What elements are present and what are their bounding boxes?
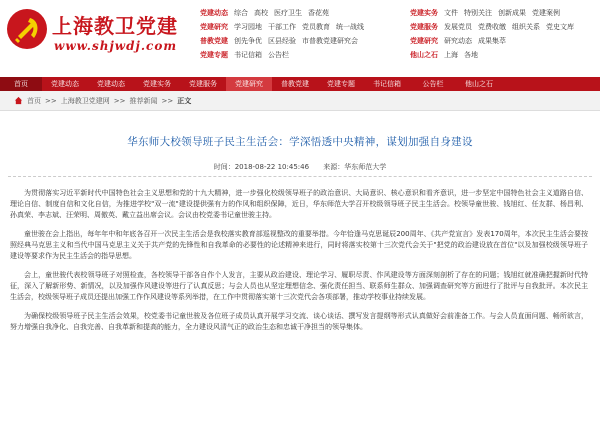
- header-nav-section-label[interactable]: 他山之石: [410, 51, 438, 59]
- nav-item[interactable]: 他山之石: [465, 80, 493, 88]
- header-nav-link[interactable]: 综合: [234, 9, 248, 17]
- article: [0, 112, 600, 426]
- header-nav-link[interactable]: 组织关系: [512, 23, 540, 31]
- site-name: 上海教卫党建: [52, 14, 178, 38]
- header-nav-link[interactable]: 创先争优: [234, 37, 262, 45]
- header-nav-link[interactable]: 创新成果: [498, 9, 526, 17]
- header-nav-row: [200, 48, 596, 62]
- header-nav-link[interactable]: 党费收缴: [478, 23, 506, 31]
- header-nav-link[interactable]: 干部工作: [268, 23, 296, 31]
- breadcrumb-home[interactable]: 首页: [27, 96, 41, 105]
- article-body: [10, 188, 588, 341]
- header-nav-row: [200, 6, 596, 20]
- nav-home[interactable]: 首页: [0, 77, 42, 91]
- site-header: [0, 0, 600, 74]
- breadcrumb-separator: >>: [45, 96, 57, 105]
- header-nav-link[interactable]: 研究动态: [444, 37, 472, 45]
- site-url: www.shjwdj.com: [54, 39, 178, 53]
- header-nav-link[interactable]: 党员教育: [302, 23, 330, 31]
- header-nav-table: [200, 6, 596, 62]
- header-nav-link[interactable]: 党建案例: [532, 9, 560, 17]
- nav-item[interactable]: 党建动态: [51, 80, 79, 88]
- header-nav-link[interactable]: 特别关注: [464, 9, 492, 17]
- header-nav-link[interactable]: 学习园地: [234, 23, 262, 31]
- header-nav-link[interactable]: 市普教党建研究会: [302, 37, 358, 45]
- header-nav-section-label[interactable]: 党建研究: [410, 37, 438, 45]
- header-nav-row: [200, 20, 596, 34]
- breadcrumb-site[interactable]: 上海教卫党建网: [60, 96, 110, 105]
- article-time: 时间：2018-08-22 10:45:46: [213, 163, 310, 171]
- header-nav-link[interactable]: 上海: [444, 51, 458, 59]
- header-nav-row: [200, 34, 596, 48]
- site-logo[interactable]: [6, 6, 180, 64]
- article-paragraph: 为确保校级领导班子民主生活会效果，校党委书记童世骏及各位班子成员认真开展学习交流、谈心谈话、撰写发言提纲等形式认真做好会前准备工作。与会人员直面问题、畅所欲言，努力增强自我净化、自我完善、自我革新和提高的能力，全力建设风清气正的政治生态和忠诚干净担当的领导集体。: [10, 312, 588, 331]
- header-nav-group: [200, 36, 410, 46]
- header-nav-link[interactable]: 党史文库: [546, 23, 574, 31]
- article-paragraph: 童世骏在会上指出，每年年中和年底各召开一次民主生活会是我校落实教育部巡视整改的重要举措。今年恰逢马克思诞辰200周年、《共产党宣言》发表170周年，本次民主生活会要按照经典马克思主义和当代中国马克思主义关于共产党的先锋性和自我革命的必要性的论述精神来进行，同时将落实校第十三次党代会关于"把党的政治建设放在首位"以及加强校级领导班子建设等要求作为民主生活会的指导思想。: [10, 230, 588, 260]
- article-source: 来源：华东师范大学: [323, 163, 387, 171]
- article-divider: [8, 176, 592, 177]
- nav-item[interactable]: 党建服务: [189, 80, 217, 88]
- header-nav-section-label[interactable]: 普教党建: [200, 37, 228, 45]
- header-nav-link[interactable]: 公告栏: [268, 51, 289, 59]
- home-icon: [14, 96, 23, 105]
- header-nav-link[interactable]: 香花苑: [308, 9, 329, 17]
- header-nav-section-label[interactable]: 党建研究: [200, 23, 228, 31]
- header-nav-group: [410, 50, 484, 60]
- breadcrumb-separator: >>: [113, 96, 126, 105]
- nav-item[interactable]: 书记信箱: [373, 80, 401, 88]
- header-nav-group: [200, 8, 410, 18]
- article-paragraph: 会上，童世骏代表校领导班子对照检查，各校领导干部各自作个人发言，主要从政治建设、理论学习、履职尽责、作风建设等方面深刻剖析了存在的问题；钱旭红就准确把握新时代特征，深入了解新形势、新情况，以及加强作风建设等进行了认真反思；与会人员也从坚定理想信念、强化责任担当、联系师生群众、加强调查研究等方面进行了批评与自我批评。本次民主生活会，校级领导班子成员还提出加强工作作风建设等系列举措，在工作中贯彻落实第十三次党代会各项部署，推动学校事业持续发展。: [10, 271, 588, 301]
- nav-item[interactable]: 公告栏: [422, 80, 444, 88]
- header-nav-group: [200, 22, 410, 32]
- article-paragraph: 为贯彻落实习近平新时代中国特色社会主义思想和党的十九大精神，进一步强化校级领导班子的政治意识、大局意识、核心意识和看齐意识，进一步坚定中国特色社会主义道路自信、理论自信、制度自信和文化自信，为推进学校"双一流"建设提供强有力的作风和组织保障，近日，华东师范大学召开校级领导班子民主生活会。校领导童世骏、钱旭红、任友群、杨昌利、孙真荣、李志斌、汪荣明、周傲英、戴立益出席会议。会议由校党委书记童世骏主持。: [10, 189, 588, 219]
- header-nav-link[interactable]: 书记信箱: [234, 51, 262, 59]
- breadcrumb-current: 正文: [177, 96, 192, 105]
- nav-item[interactable]: 普教党建: [281, 80, 309, 88]
- nav-item[interactable]: 党建专题: [327, 80, 355, 88]
- breadcrumb: [0, 91, 600, 111]
- header-nav-group: [410, 36, 512, 46]
- nav-item[interactable]: 党建研究: [226, 77, 272, 91]
- header-nav-section-label[interactable]: 党建专题: [200, 51, 228, 59]
- breadcrumb-separator: >>: [161, 96, 174, 105]
- breadcrumb-section[interactable]: 推荐新闻: [129, 96, 158, 105]
- header-nav-link[interactable]: 医疗卫生: [274, 9, 302, 17]
- header-nav-section-label[interactable]: 党建实务: [410, 9, 438, 17]
- header-nav-link[interactable]: 统一战线: [336, 23, 364, 31]
- header-nav-group: [200, 50, 410, 60]
- header-nav-link[interactable]: 高校: [254, 9, 268, 17]
- header-nav-link[interactable]: 发展党员: [444, 23, 472, 31]
- header-nav-link[interactable]: 区县经验: [268, 37, 296, 45]
- header-nav-link[interactable]: 各地: [464, 51, 478, 59]
- main-nav-bar: [0, 77, 600, 91]
- header-nav-section-label[interactable]: 党建服务: [410, 23, 438, 31]
- nav-item[interactable]: 党建动态: [97, 80, 125, 88]
- article-meta: [0, 162, 600, 172]
- article-title: 华东师大校领导班子民主生活会：学深悟透中央精神，谋划加强自身建设: [127, 136, 473, 148]
- header-nav-group: [410, 8, 566, 18]
- nav-item[interactable]: 党建实务: [143, 80, 171, 88]
- header-nav-section-label[interactable]: 党建动态: [200, 9, 228, 17]
- party-emblem-icon: [6, 8, 48, 50]
- header-nav-group: [410, 22, 580, 32]
- header-nav-link[interactable]: 文件: [444, 9, 458, 17]
- header-nav-link[interactable]: 成果集萃: [478, 37, 506, 45]
